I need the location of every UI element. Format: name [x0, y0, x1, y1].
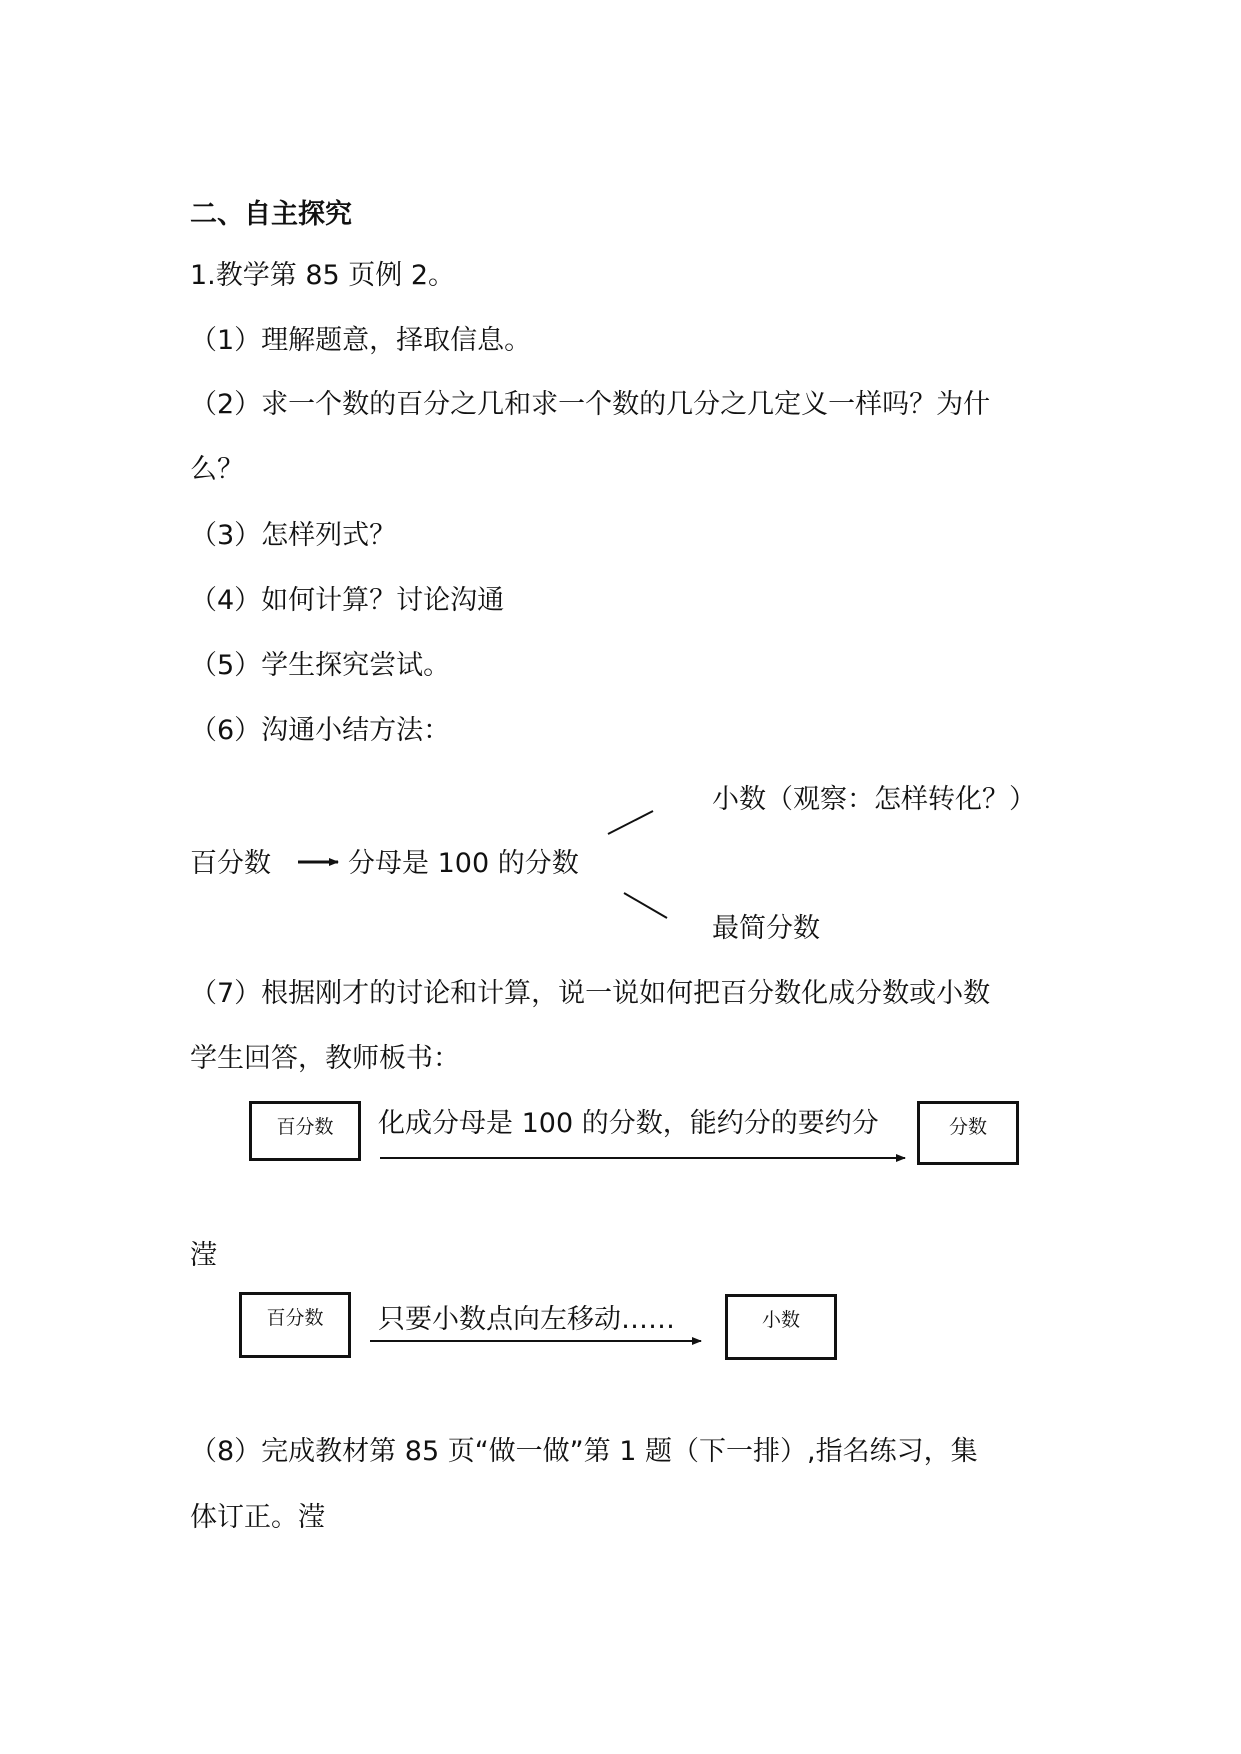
board1-from-label: 百分数	[276, 1116, 334, 1138]
board1-arrow-text: 化成分母是 100 的分数，能约分的要约分	[378, 1108, 879, 1139]
board2-from-box	[239, 1292, 351, 1358]
diagram-lower-connector	[624, 893, 667, 918]
diagram-upper-connector	[608, 811, 653, 834]
diagram-middle: 分母是 100 的分数	[348, 848, 579, 879]
diagram-start: 百分数	[190, 848, 271, 879]
step-8-line2: 体订正。滢	[190, 1502, 325, 1533]
board1-from-box	[249, 1101, 361, 1161]
board1-to-label: 分数	[948, 1116, 987, 1138]
step-8-line1: （8）完成教材第 85 页“做一做”第 1 题（下一排）,指名练习，集	[190, 1436, 978, 1467]
board1-to-box	[917, 1101, 1019, 1165]
board2-from-label: 百分数	[266, 1307, 324, 1329]
stray-char-1: 滢	[190, 1240, 217, 1271]
step-7-line2: 学生回答，教师板书：	[190, 1043, 460, 1074]
item-1-title: 1.教学第 85 页例 2。	[190, 260, 456, 291]
step-4: （4）如何计算？讨论沟通	[190, 585, 505, 616]
section-heading: 二、自主探究	[190, 199, 352, 230]
step-2: （2）求一个数的百分之几和求一个数的几分之几定义一样吗？为什	[190, 389, 991, 420]
step-7-line1: （7）根据刚才的讨论和计算，说一说如何把百分数化成分数或小数	[190, 978, 991, 1009]
diagram-lower-branch: 最简分数	[712, 913, 820, 944]
step-5: （5）学生探究尝试。	[190, 650, 451, 681]
board2-to-label: 小数	[761, 1309, 800, 1331]
step-3: （3）怎样列式？	[190, 520, 397, 551]
step-1: （1）理解题意，择取信息。	[190, 325, 532, 356]
step-2-continuation: 么？	[190, 454, 244, 485]
step-6: （6）沟通小结方法：	[190, 715, 451, 746]
board2-to-box	[725, 1294, 837, 1360]
diagram-upper-branch: 小数（观察：怎样转化？）	[712, 784, 1036, 815]
board2-arrow-text: 只要小数点向左移动……	[378, 1304, 675, 1335]
